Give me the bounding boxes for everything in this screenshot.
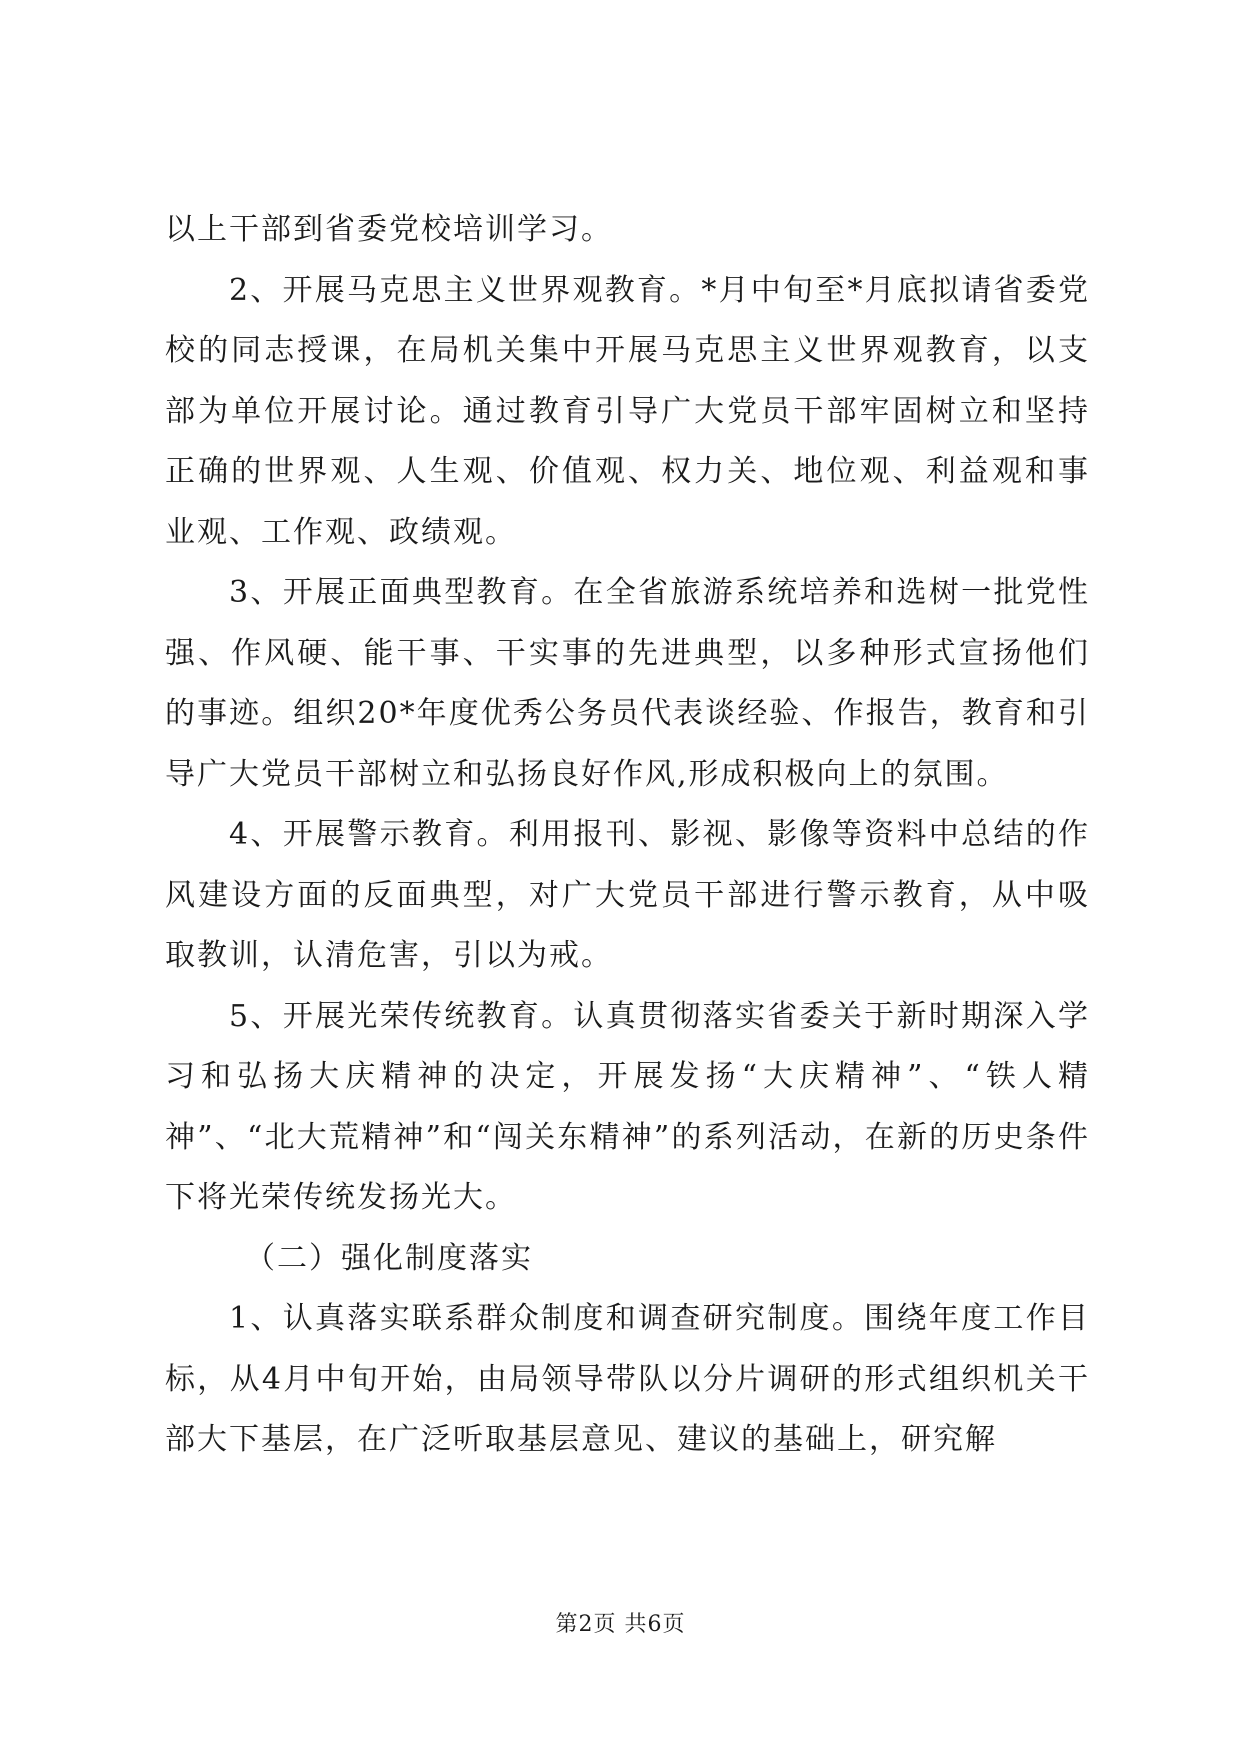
section-heading: （二）强化制度落实 bbox=[245, 1240, 533, 1276]
document-body bbox=[165, 200, 1090, 1471]
paragraph-section-2-item-1: 1、认真落实联系群众制度和调查研究制度。围绕年度工作目标，从4月中旬开始，由局领导带队以分片调研的形式组织机关干部大下基层，在广泛听取基层意见、建议的基础上，研究解 bbox=[165, 1301, 1090, 1457]
paragraph-item-3: 3、开展正面典型教育。在全省旅游系统培养和选树一批党性强、作风硬、能干事、干实事的先进典型，以多种形式宣扬他们的事迹。组织20*年度优秀公务员代表谈经验、作报告，教育和引导广大党员干部树立和弘扬良好作风,形成积极向上的氛围。 bbox=[165, 575, 1090, 792]
paragraph-item-5: 5、开展光荣传统教育。认真贯彻落实省委关于新时期深入学习和弘扬大庆精神的决定，开展发扬“大庆精神”、“铁人精神”、“北大荒精神”和“闯关东精神”的系列活动，在新的历史条件下将光荣传统发扬光大。 bbox=[165, 998, 1090, 1215]
page-number-indicator: 第2页 共6页 bbox=[555, 1612, 686, 1637]
paragraph-item-4: 4、开展警示教育。利用报刊、影视、影像等资料中总结的作风建设方面的反面典型，对广大党员干部进行警示教育，从中吸取教训，认清危害，引以为戒。 bbox=[165, 817, 1090, 973]
paragraph-item-2: 2、开展马克思主义世界观教育。*月中旬至*月底拟请省委党校的同志授课，在局机关集中开展马克思主义世界观教育，以支部为单位开展讨论。通过教育引导广大党员干部牢固树立和坚持正确的世界观、人生观、价值观、权力关、地位观、利益观和事业观、工作观、政绩观。 bbox=[165, 272, 1090, 550]
paragraph-continuation: 以上干部到省委党校培训学习。 bbox=[165, 212, 613, 247]
page-footer bbox=[0, 1610, 1241, 1640]
